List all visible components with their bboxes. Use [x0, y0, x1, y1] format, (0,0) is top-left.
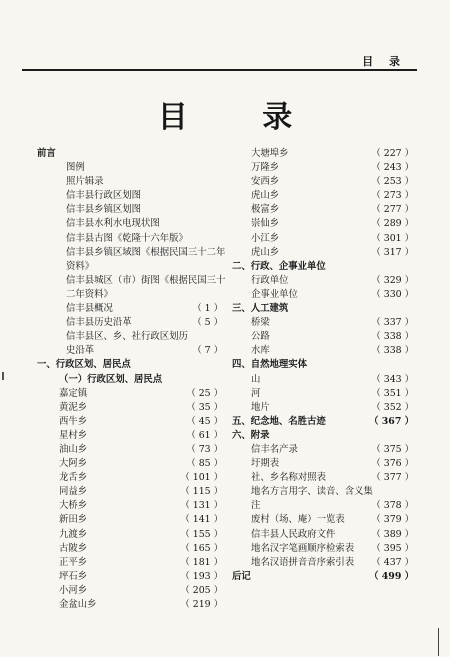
toc-entry-page: （ 289 ） — [371, 218, 414, 230]
toc-entry-label: 坪石乡 — [59, 570, 88, 582]
toc-entry — [37, 175, 223, 189]
toc-entry-label: 信丰县历史沿革 — [66, 317, 132, 329]
toc-entry — [37, 598, 223, 612]
toc-entry-page: （ 131 ） — [180, 500, 223, 512]
toc-entry-page: （ 337 ） — [371, 317, 414, 329]
toc-entry-page: （ 277 ） — [371, 204, 414, 216]
toc-entry — [232, 161, 414, 175]
toc-entry-page: （ 376 ） — [371, 458, 414, 470]
toc-entry — [232, 485, 414, 499]
toc-entry-label: 油山乡 — [59, 443, 88, 455]
toc-entry-label: 虎山乡 — [251, 246, 280, 258]
toc-entry-label: 虎山乡 — [251, 190, 280, 202]
toc-entry-page: （ 351 ） — [371, 387, 414, 399]
toc-entry-page: （ 352 ） — [371, 401, 414, 413]
toc-entry-label: 小江乡 — [251, 232, 280, 244]
toc-entry-label: 五、纪念地、名胜古迹 — [232, 415, 326, 427]
toc-entry-page: （ 395 ） — [371, 542, 414, 554]
toc-entry-page: （ 343 ） — [371, 373, 414, 385]
toc-entry-label: （一）行政区划、居民点 — [59, 373, 163, 385]
toc-entry-page: （ 85 ） — [186, 458, 223, 470]
toc-entry — [232, 274, 414, 288]
toc-entry-label: 圩期表 — [251, 458, 280, 470]
toc-entry-label: 企事业单位 — [251, 288, 298, 300]
toc-entry-label: 照片辑录 — [66, 176, 104, 188]
toc-entry-page: （ 243 ） — [371, 162, 414, 174]
toc-entry-label: 九渡乡 — [59, 528, 88, 540]
toc-entry — [37, 429, 223, 443]
toc-entry-page: （ 155 ） — [180, 528, 223, 540]
toc-entry-page: （ 317 ） — [371, 246, 414, 258]
toc-entry-label: 极富乡 — [251, 204, 280, 216]
toc-entry — [37, 246, 226, 260]
toc-entry-label: 信丰县区、乡、社行政区划历 — [66, 331, 188, 343]
running-head: 目 录 — [362, 55, 406, 68]
toc-entry — [37, 499, 223, 513]
toc-entry-page: （ 35 ） — [186, 401, 223, 413]
toc-entry-label: 信丰县城区（市）街图《根据民国三十 — [66, 274, 226, 286]
toc-entry-label: 新田乡 — [59, 514, 88, 526]
toc-entry-label: 注 — [251, 500, 261, 512]
toc-entry — [232, 358, 414, 372]
toc-entry-label: 后记 — [232, 570, 251, 582]
toc-entry-label: 史沿革 — [66, 345, 95, 357]
toc-entry-page: （ 25 ） — [186, 387, 223, 399]
toc-entry-label: 社、乡名称对照表 — [251, 472, 327, 484]
toc-entry — [232, 189, 414, 203]
toc-entry-page: （ 437 ） — [371, 556, 414, 568]
toc-entry — [37, 316, 223, 330]
toc-entry — [232, 528, 414, 542]
toc-entry-page: （ 193 ） — [180, 570, 223, 582]
toc-entry-page: （ 338 ） — [371, 331, 414, 343]
toc-entry — [232, 513, 414, 527]
toc-entry — [37, 373, 223, 387]
toc-entry-label: 地名汉字笔画顺序检索表 — [251, 542, 355, 554]
toc-entry-page: （ 1 ） — [192, 303, 223, 315]
toc-entry — [232, 499, 414, 513]
toc-entry — [37, 528, 223, 542]
toc-entry — [232, 344, 414, 358]
toc-entry-label: 图例 — [66, 162, 85, 174]
toc-entry — [232, 203, 414, 217]
toc-entry — [37, 161, 223, 175]
toc-entry-label: 同益乡 — [59, 486, 88, 498]
toc-entry — [37, 274, 226, 288]
toc-entry-page: （ 377 ） — [371, 472, 414, 484]
toc-entry — [37, 302, 223, 316]
toc-entry — [37, 584, 223, 598]
toc-entry — [37, 147, 223, 161]
toc-entry — [232, 260, 414, 274]
toc-entry — [232, 217, 414, 231]
toc-entry-page: （ 115 ） — [180, 486, 223, 498]
toc-entry — [232, 246, 414, 260]
toc-entry — [232, 373, 414, 387]
toc-entry — [37, 387, 223, 401]
toc-entry-label: 地片 — [251, 401, 270, 413]
toc-entry — [37, 330, 223, 344]
toc-entry — [37, 556, 223, 570]
toc-entry — [232, 288, 414, 302]
scan-edge-line — [438, 628, 439, 656]
toc-entry-page: （ 301 ） — [371, 232, 414, 244]
toc-entry — [37, 457, 223, 471]
toc-entry-page: （ 101 ） — [180, 472, 223, 484]
toc-entry-label: 信丰县人民政府文件 — [251, 528, 336, 540]
toc-entry — [232, 401, 414, 415]
toc-entry — [37, 232, 223, 246]
toc-entry-label: 信丰县水利水电现状图 — [66, 218, 160, 230]
toc-entry-label: 正平乡 — [59, 556, 88, 568]
toc-entry-label: 黄泥乡 — [59, 401, 88, 413]
toc-entry-page: （ 389 ） — [371, 528, 414, 540]
toc-entry — [37, 513, 223, 527]
toc-entry-label: 信丰名产录 — [251, 443, 298, 455]
toc-entry — [232, 302, 414, 316]
toc-entry — [232, 175, 414, 189]
scan-edge-mark — [2, 372, 4, 380]
toc-entry — [37, 288, 223, 302]
toc-entry-label: 嘉定镇 — [59, 387, 88, 399]
toc-entry-label: 星村乡 — [59, 429, 88, 441]
toc-entry — [232, 570, 414, 584]
toc-entry-page: （ 499 ） — [369, 570, 414, 582]
toc-entry — [37, 570, 223, 584]
toc-entry-page: （ 219 ） — [180, 599, 223, 610]
toc-entry — [232, 387, 414, 401]
toc-entry — [232, 415, 414, 429]
toc-entry-page: （ 273 ） — [371, 190, 414, 202]
toc-entry — [37, 443, 223, 457]
toc-entry — [232, 443, 414, 457]
toc-entry — [232, 147, 414, 161]
toc-entry-label: 信丰县乡镇区划图 — [66, 204, 142, 216]
toc-entry — [232, 232, 414, 246]
toc-entry-label: 二年资料》 — [66, 288, 113, 300]
toc-entry — [232, 330, 414, 344]
toc-entry-page: （ 61 ） — [186, 429, 223, 441]
toc-entry-page: （ 227 ） — [371, 148, 414, 159]
toc-entry — [232, 556, 414, 570]
toc-entry-label: 二、行政、企事业单位 — [232, 260, 326, 272]
toc-entry-label: 小河乡 — [59, 584, 88, 596]
toc-entry-page: （ 205 ） — [180, 584, 223, 596]
toc-entry — [37, 358, 223, 372]
toc-entry-label: 一、行政区划、居民点 — [37, 359, 131, 371]
toc-entry-page: （ 165 ） — [180, 542, 223, 554]
toc-entry-label: 大桥乡 — [59, 500, 88, 512]
toc-entry — [232, 542, 414, 556]
toc-entry-page: （ 141 ） — [180, 514, 223, 526]
toc-entry-label: 地名方言用字、读音、含义集 — [251, 486, 373, 498]
toc-left-column — [37, 147, 226, 612]
toc-entry-label: 安西乡 — [251, 176, 280, 188]
toc-entry — [232, 429, 414, 443]
toc-entry-label: 万隆乡 — [251, 162, 280, 174]
toc-entry-page: （ 45 ） — [186, 415, 223, 427]
toc-entry-page: （ 5 ） — [192, 317, 223, 329]
toc-entry — [37, 217, 223, 231]
toc-entry-label: 信丰县古图《乾隆十六年版》 — [66, 232, 188, 244]
toc-entry-label: 信丰县概况 — [66, 303, 113, 315]
toc-entry-page: （ 253 ） — [371, 176, 414, 188]
toc-entry-page: （ 367 ） — [369, 415, 414, 427]
toc-entry-page: （ 181 ） — [180, 556, 223, 568]
toc-entry-label: 六、附录 — [232, 429, 270, 441]
toc-entry-label: 行政单位 — [251, 274, 289, 286]
toc-entry-label: 崇仙乡 — [251, 218, 280, 230]
header-rule — [22, 69, 417, 71]
toc-entry — [37, 344, 223, 358]
toc-entry-label: 信丰县乡镇区域图《根据民国三十二年 — [66, 246, 226, 258]
toc-entry-page: （ 379 ） — [371, 514, 414, 526]
toc-entry-label: 大塘埠乡 — [251, 148, 289, 159]
toc-entry-label: 河 — [251, 387, 261, 399]
toc-entry — [37, 401, 223, 415]
toc-entry-label: 西牛乡 — [59, 415, 88, 427]
toc-entry — [232, 471, 414, 485]
toc-entry-page: （ 73 ） — [186, 443, 223, 455]
toc-entry-page: （ 329 ） — [371, 274, 414, 286]
toc-entry-label: 古陂乡 — [59, 542, 88, 554]
page-title: 目 录 — [157, 100, 325, 135]
toc-entry — [37, 203, 223, 217]
toc-entry-label: 地名汉语拼音音序索引表 — [251, 556, 355, 568]
toc-entry-label: 四、自然地理实体 — [232, 359, 308, 371]
toc-entry — [37, 542, 223, 556]
toc-entry — [37, 189, 223, 203]
toc-entry — [37, 471, 223, 485]
toc-entry — [37, 415, 223, 429]
toc-entry-label: 龙舌乡 — [59, 472, 88, 484]
toc-entry — [232, 316, 414, 330]
toc-entry-label: 废村（场、庵）一览表 — [251, 514, 345, 526]
toc-entry-label: 金盆山乡 — [59, 599, 97, 610]
toc-entry-label: 三、人工建筑 — [232, 303, 289, 315]
toc-entry-page: （ 7 ） — [192, 345, 223, 357]
toc-entry-label: 前言 — [37, 148, 56, 159]
toc-entry-label: 大阿乡 — [59, 458, 88, 470]
toc-entry-label: 山 — [251, 373, 261, 385]
toc-entry-page: （ 330 ） — [371, 288, 414, 300]
toc-entry — [37, 260, 223, 274]
toc-entry-page: （ 378 ） — [371, 500, 414, 512]
toc-entry-label: 公路 — [251, 331, 270, 343]
toc-entry-label: 资料》 — [66, 260, 95, 272]
toc-entry-label: 桥梁 — [251, 317, 270, 329]
toc-entry — [37, 485, 223, 499]
toc-right-column — [232, 147, 414, 584]
toc-entry-page: （ 338 ） — [371, 345, 414, 357]
toc-entry-page: （ 375 ） — [371, 443, 414, 455]
toc-entry — [232, 457, 414, 471]
toc-entry-label: 水库 — [251, 345, 270, 357]
toc-entry-label: 信丰县行政区划图 — [66, 190, 142, 202]
